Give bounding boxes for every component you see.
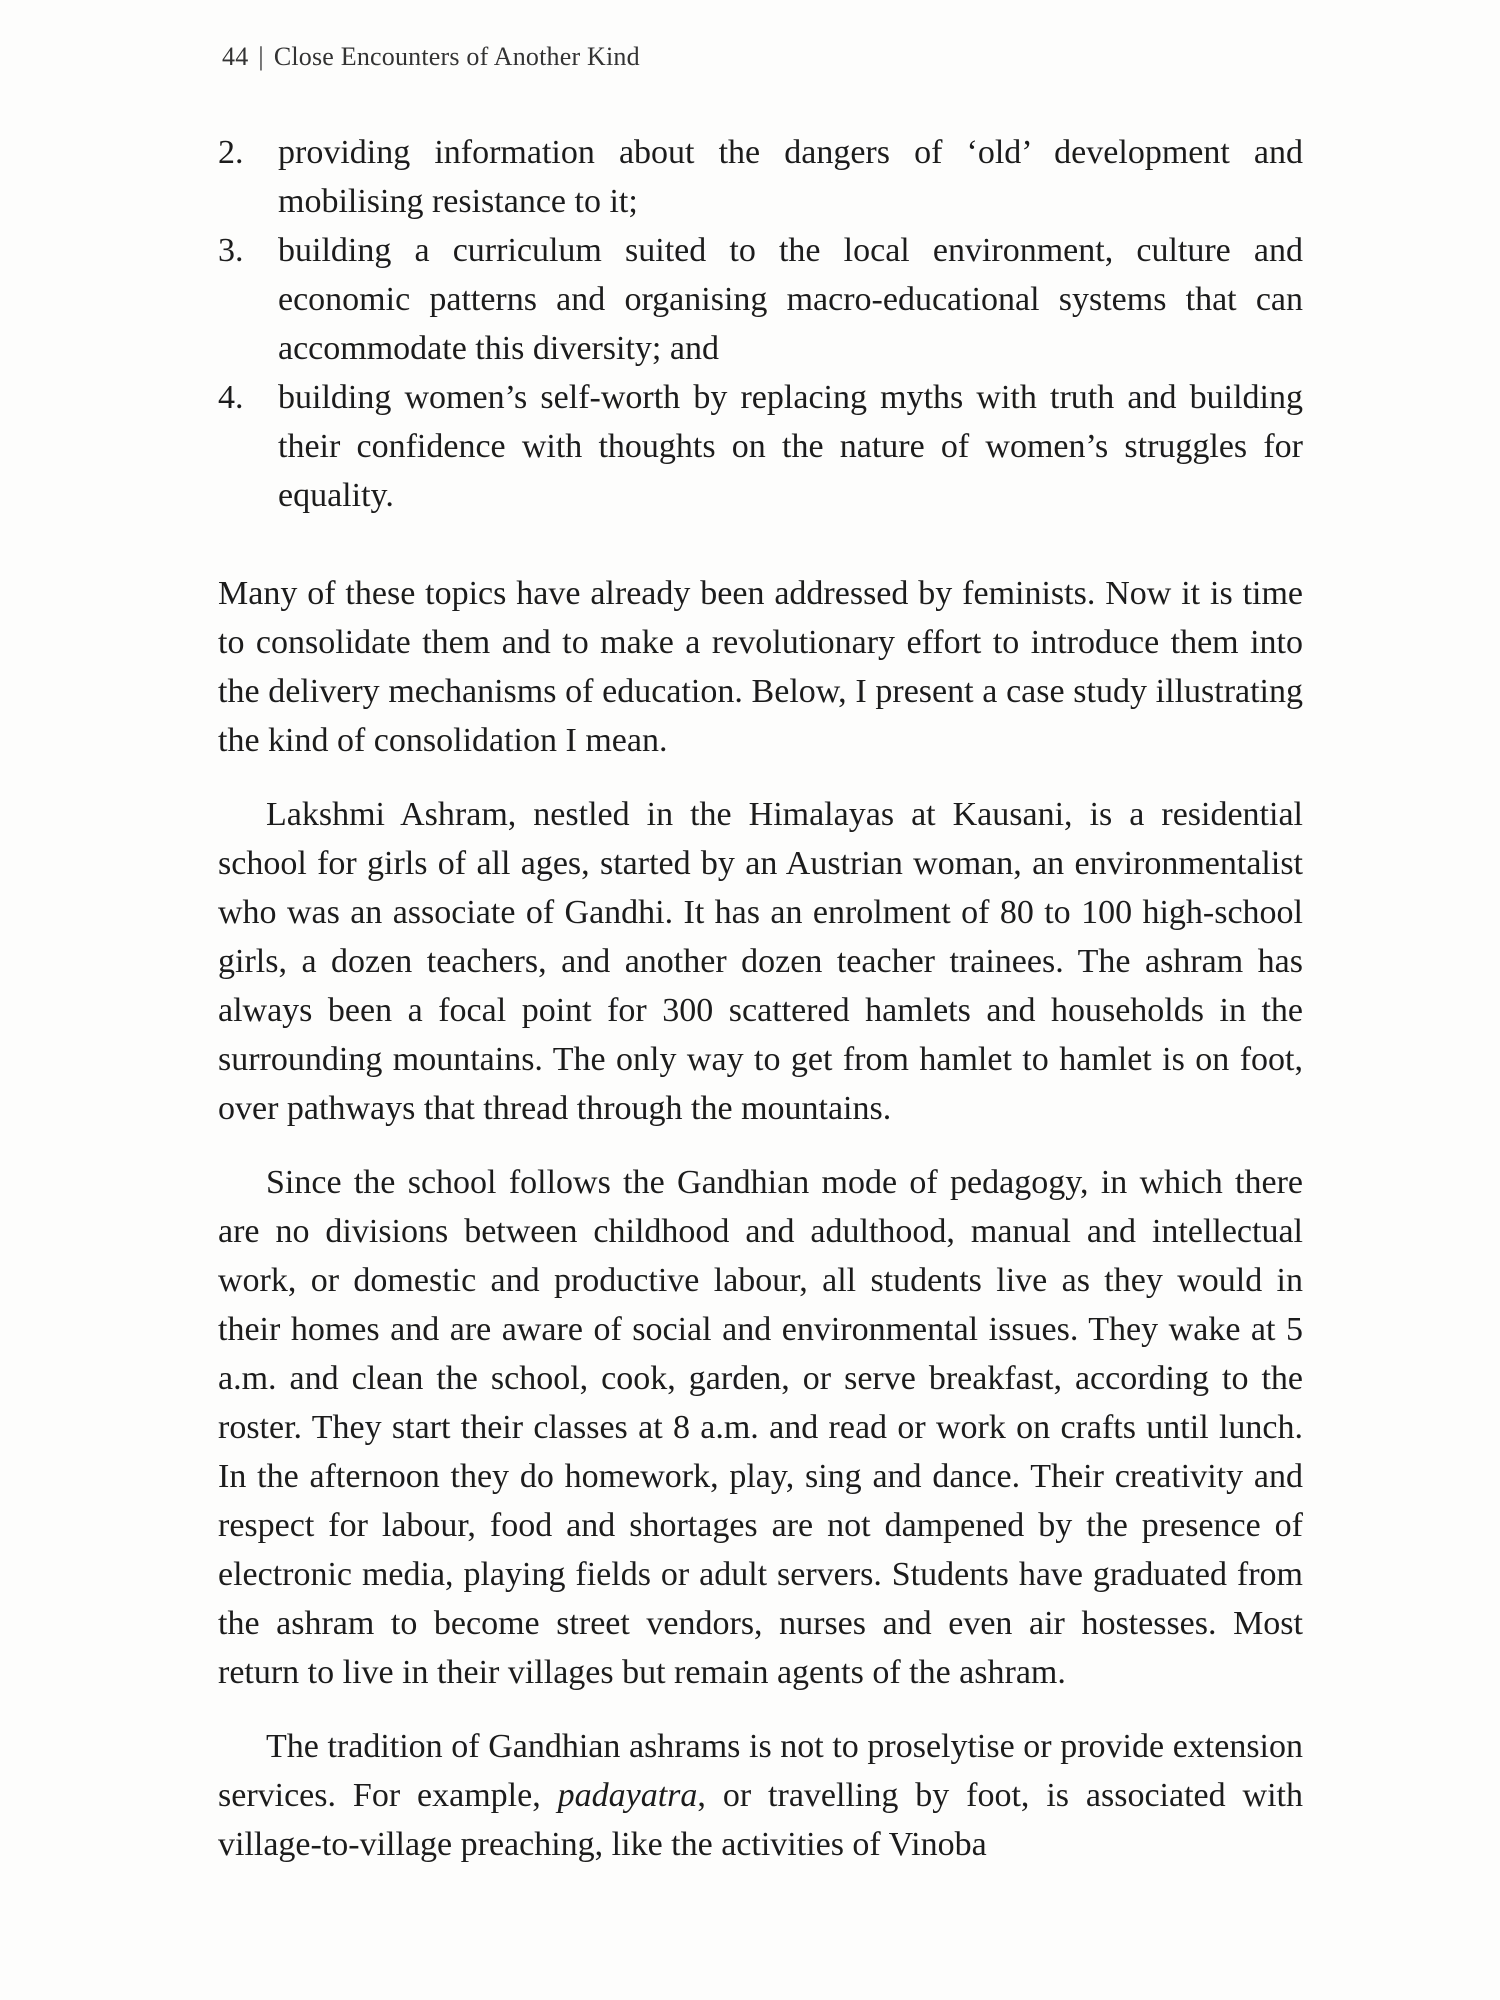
paragraph-feminists: Many of these topics have already been addressed by feminists. Now it is time to consolidate them and to make a revolutionary effort to introduce them into the delivery mechanisms of education. Below, I present a case study illustrating the kind of consolidation I mean. [218,575,1303,759]
spacer [218,520,1303,569]
paragraph-gandhian-pedagogy: Since the school follows the Gandhian mode of pedagogy, in which there are no divisions between childhood and adulthood, manual and intellectual work, or domestic and productive labour, all students live as they would in their homes and are aware of social and environmental issues. They wake at 5 a.m. and clean the school, cook, garden, or serve breakfast, according to the roster. They start their classes at 8 a.m. and read or work on crafts until lunch. In the afternoon they do homework, play, sing and dance. Their creativity and respect for labour, food and shortages are not dampened by the presence of electronic media, playing fields or adult servers. Students have graduated from the ashram to become street vendors, nurses and even air hostesses. Most return to live in their villages but remain agents of the ashram. [218,1164,1303,1691]
paragraph-text-start: The tradition of Gandhian ashrams is not to proselytise or provide extension services. For example, [218,1728,1303,1814]
page-number: 44 [222,42,249,71]
header-separator: | [258,42,264,71]
body-text [218,128,1303,1869]
paragraph-text-end: , or travelling by foot, is associated with village-to-village preaching, like the activities of Vinoba [218,1777,1303,1863]
numbered-list [218,128,1303,520]
spacer [218,765,1303,790]
list-item [218,226,1303,373]
spacer [218,1133,1303,1158]
list-item-text: providing information about the dangers of ‘old’ development and mobilising resistance to it; [278,134,1303,220]
paragraph-lakshmi-ashram: Lakshmi Ashram, nestled in the Himalayas at Kausani, is a residential school for girls of all ages, started by an Austrian woman, an environmentalist who was an associate of Gandhi. It has an enrolment of 80 to 100 high-school girls, a dozen teachers, and another dozen teacher trainees. The ashram has always been a focal point for 300 scattered hamlets and households in the surrounding mountains. The only way to get from hamlet to hamlet is on foot, over pathways that thread through the mountains. [218,796,1303,1127]
list-number: 4. [218,379,244,416]
list-item-text: building women’s self-worth by replacing myths with truth and building their confidence with thoughts on the nature of women’s struggles for equality. [278,379,1303,514]
list-item [218,373,1303,520]
running-header [222,42,640,72]
italic-term-padayatra: padayatra [557,1777,698,1814]
paragraph-gandhian-tradition [218,1722,1303,1869]
running-title: Close Encounters of Another Kind [273,42,640,71]
list-item [218,128,1303,226]
spacer [218,1697,1303,1722]
list-number: 3. [218,232,244,269]
list-number: 2. [218,134,244,171]
list-item-text: building a curriculum suited to the local environment, culture and economic patterns and organising macro-educational systems that can accommodate this diversity; and [278,232,1303,367]
